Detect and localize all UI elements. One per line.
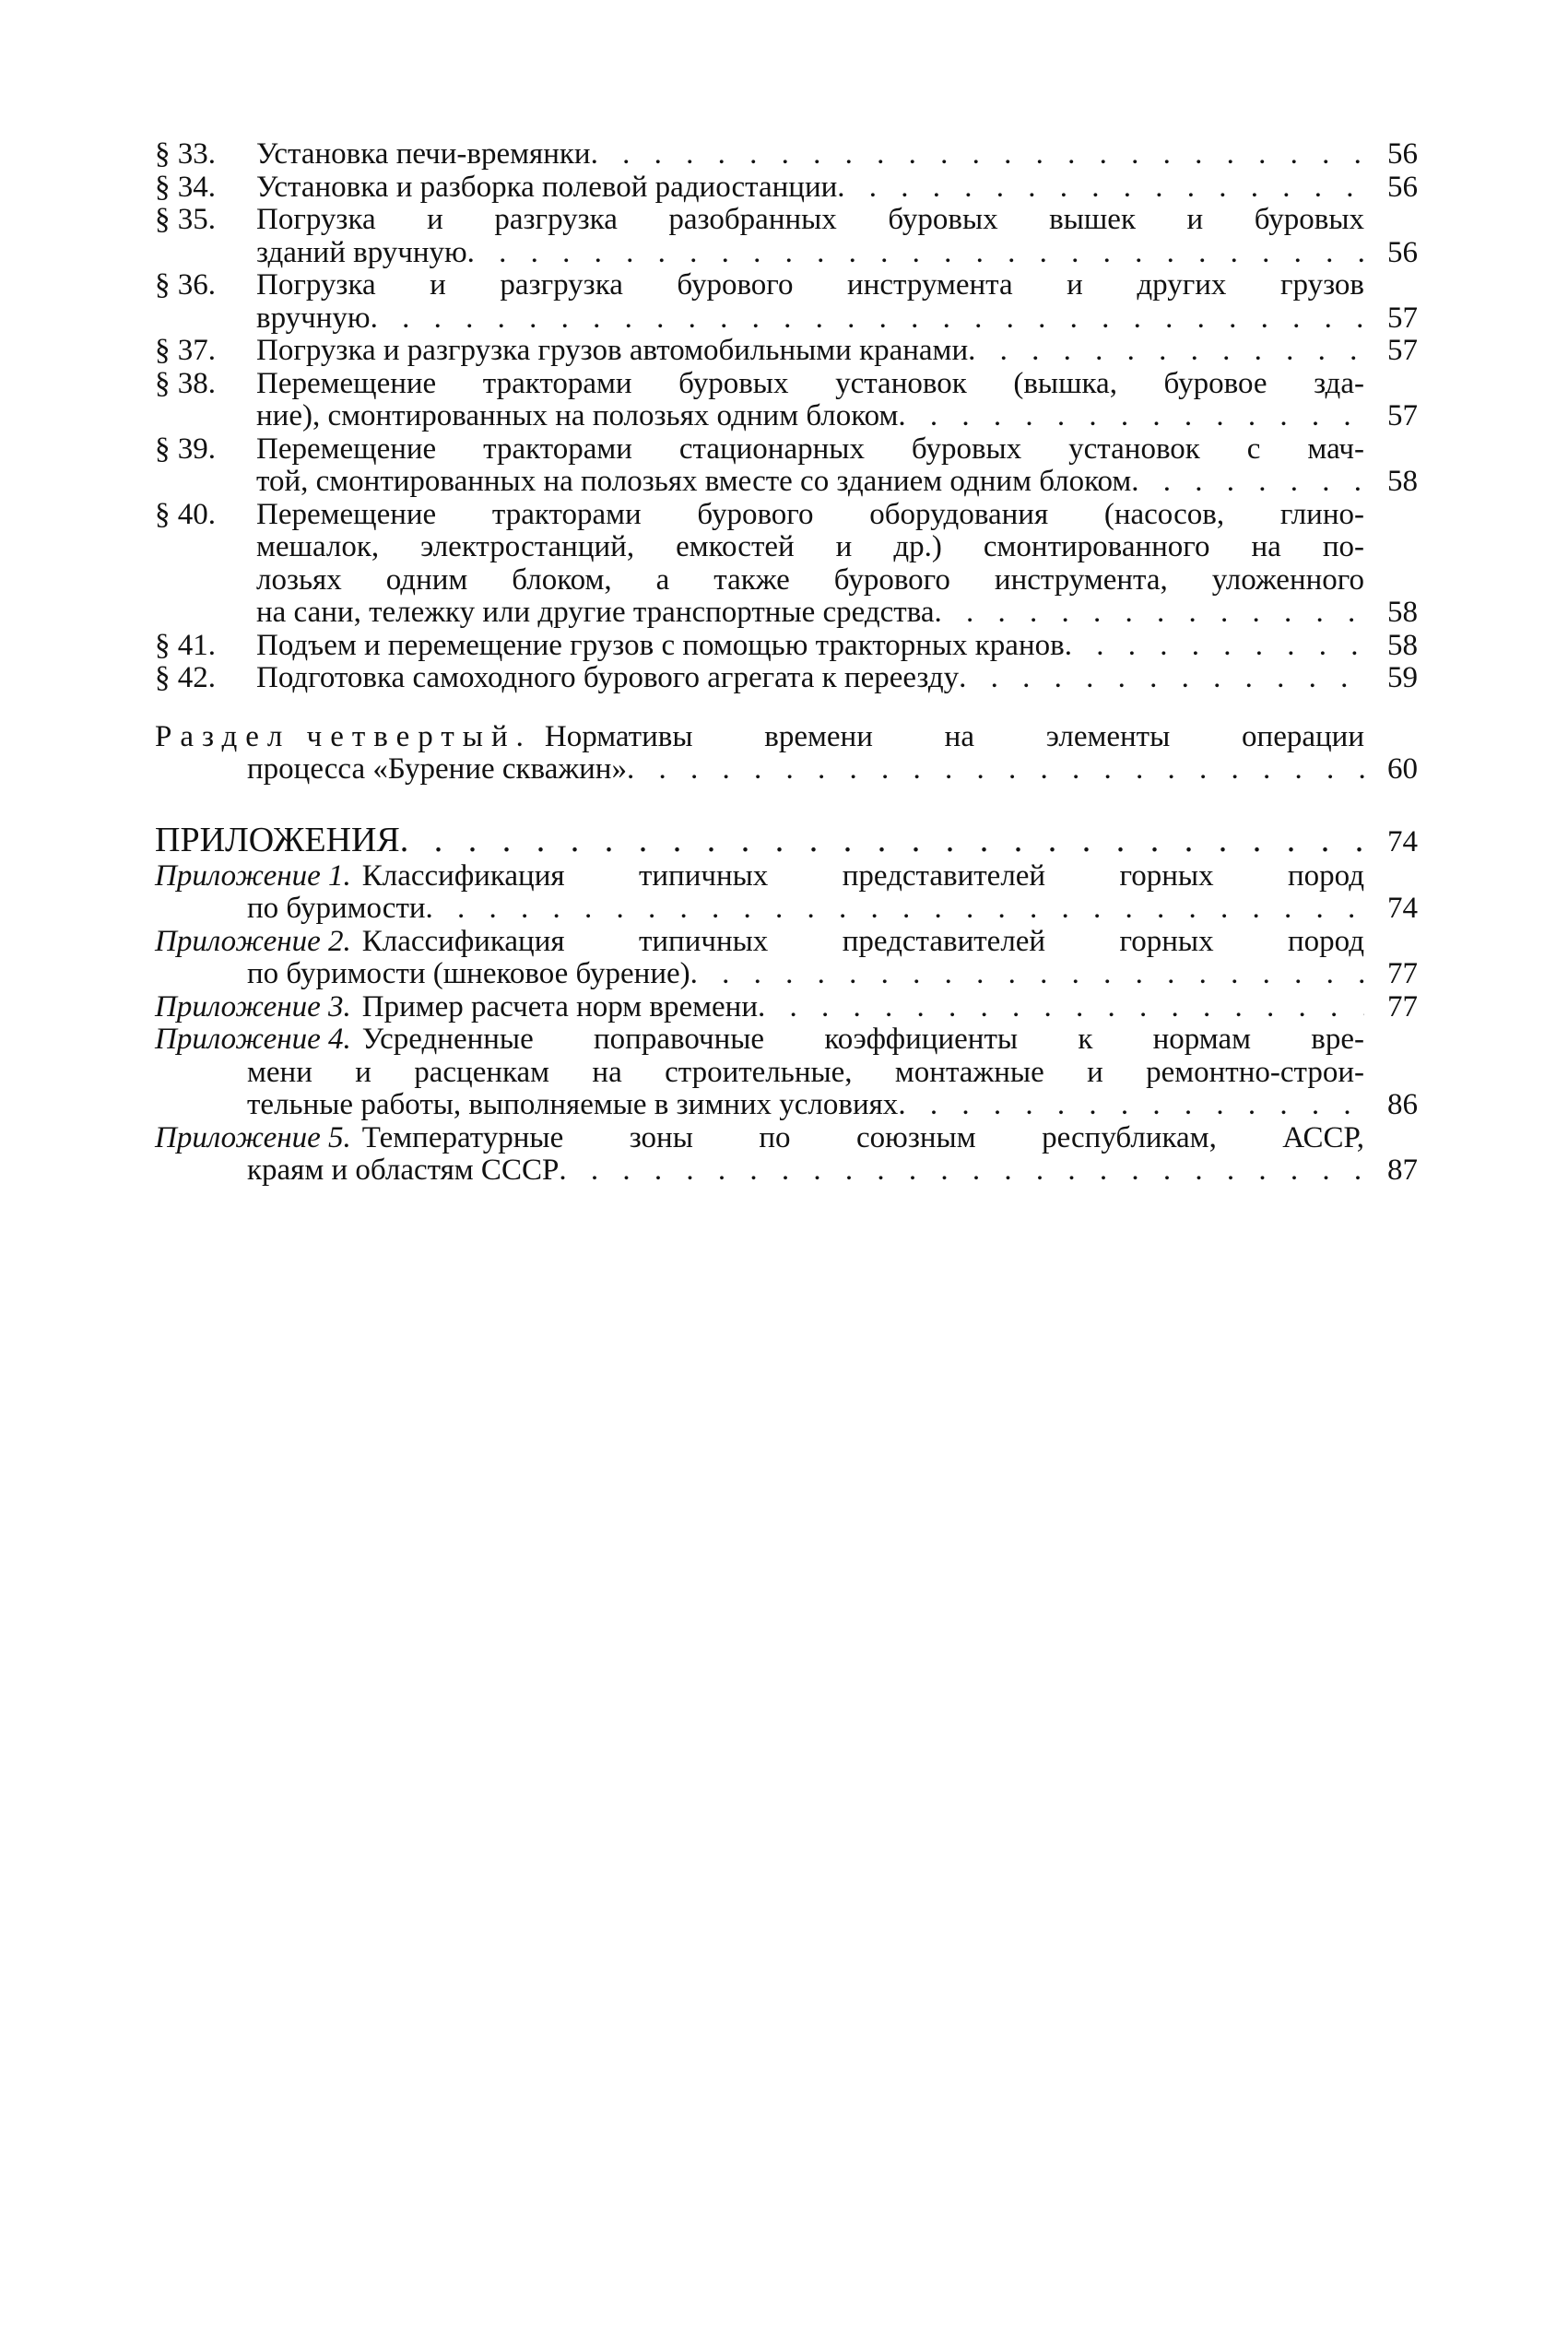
leader-dots	[400, 822, 1364, 858]
appendix-line	[155, 1057, 1418, 1090]
section-title-cont: зданий вручную	[256, 235, 467, 269]
page-number: 57	[1387, 334, 1418, 367]
section-title-cont: вручную	[256, 301, 371, 335]
razdel-entry	[155, 721, 1418, 787]
section-entries	[155, 138, 1418, 695]
appendix-line	[155, 958, 1418, 991]
razdel-spaced-title: Раздел четвертый.	[155, 719, 532, 753]
appendix-label: Приложение 2.	[155, 924, 351, 958]
leader-dots	[758, 991, 1364, 1024]
section-title: Погрузка и разгрузка грузов автомобильными кранами	[256, 334, 969, 367]
appendix-title: Классификация типичных представителей горных пород	[361, 924, 1364, 958]
toc-entry	[155, 630, 1418, 663]
table-of-contents	[155, 138, 1418, 1188]
toc-line	[155, 531, 1418, 564]
leader-dots	[898, 400, 1364, 433]
appendix-heading	[155, 822, 1418, 860]
page-number: 57	[1387, 301, 1418, 335]
section-number: § 40.	[155, 497, 216, 531]
appendix-title: по буримости (шнековое бурение)	[247, 957, 690, 990]
page-number: 77	[1387, 989, 1418, 1024]
leader-dots	[1065, 630, 1364, 663]
toc-line	[155, 204, 1418, 237]
appendix-entry	[155, 1122, 1418, 1188]
section-title: Установка печи-времянки	[256, 137, 591, 171]
page-number: 56	[1387, 170, 1418, 204]
razdel-title-cont: процесса «Бурение скважин»	[247, 752, 627, 786]
appendix-line	[155, 1154, 1418, 1188]
section-title: Перемещение тракторами бурового оборудования (насосов, глино-	[256, 497, 1364, 531]
appendix-line	[155, 1122, 1418, 1155]
appendix-title: Усредненные поправочные коэффициенты к нормам вре-	[361, 1023, 1364, 1056]
toc-entry	[155, 138, 1418, 172]
toc-line	[155, 172, 1418, 205]
appendix-heading-text: ПРИЛОЖЕНИЯ	[155, 820, 400, 859]
toc-entry	[155, 269, 1418, 335]
toc-line	[155, 237, 1418, 270]
page-number: 74	[1387, 824, 1418, 858]
section-title: Перемещение тракторами стационарных буровых установок с мач-	[256, 432, 1364, 466]
appendix-label: Приложение 1.	[155, 858, 351, 893]
leader-dots	[898, 1089, 1364, 1122]
toc-line	[155, 400, 1418, 433]
appendix-entry	[155, 926, 1418, 991]
page-number: 58	[1387, 465, 1418, 498]
section-title: Погрузка и разгрузка разобранных буровых вышек и буровых	[256, 203, 1364, 236]
page-number: 77	[1387, 957, 1418, 990]
page-number: 56	[1387, 137, 1418, 171]
section-title-cont: на сани, тележку или другие транспортные средства	[256, 596, 935, 629]
appendix-entry	[155, 991, 1418, 1024]
toc-line	[155, 466, 1418, 499]
appendix-line	[155, 926, 1418, 959]
section-title-cont: лозьях одним блоком, а также бурового инструмента, уложенного	[256, 562, 1364, 597]
toc-line	[155, 499, 1418, 532]
toc-entry	[155, 335, 1418, 368]
section-title-cont: ние), смонтированных на полозьях одним блоком	[256, 399, 899, 432]
section-number: § 41.	[155, 628, 216, 662]
section-number: § 33.	[155, 137, 216, 171]
section-title: Установка и разборка полевой радиостанции	[256, 170, 838, 204]
section-title: Перемещение тракторами буровых установок (вышка, буровое зда-	[256, 366, 1364, 400]
toc-line	[155, 138, 1418, 172]
appendix-title: Классификация типичных представителей горных пород	[361, 858, 1364, 893]
section-title: Погрузка и разгрузка бурового инструмента и других грузов	[256, 268, 1364, 302]
section-number: § 35.	[155, 203, 216, 236]
appendix-entry	[155, 860, 1418, 926]
section-number: § 36.	[155, 268, 216, 302]
leader-dots	[371, 302, 1364, 336]
leader-dots	[1131, 466, 1364, 499]
toc-entry	[155, 172, 1418, 205]
toc-line	[155, 368, 1418, 401]
leader-dots	[837, 172, 1364, 205]
toc-line	[155, 597, 1418, 630]
toc-line	[155, 335, 1418, 368]
toc-entry	[155, 499, 1418, 630]
leader-dots	[591, 138, 1364, 172]
toc-line	[155, 630, 1418, 663]
section-number: § 39.	[155, 432, 216, 466]
page-number: 74	[1387, 892, 1418, 925]
leader-dots	[559, 1154, 1364, 1188]
appendix-line	[155, 1089, 1418, 1122]
leader-dots	[690, 958, 1364, 991]
section-number: § 34.	[155, 170, 216, 204]
page-number: 58	[1387, 596, 1418, 629]
appendix-label: Приложение 5.	[155, 1120, 351, 1154]
toc-line	[155, 433, 1418, 467]
section-title-cont: той, смонтированных на полозьях вместе со зданием одним блоком	[256, 465, 1132, 498]
appendix-line	[155, 1024, 1418, 1057]
leader-dots	[467, 237, 1364, 270]
appendix-title: Температурные зоны по союзным республикам, АССР,	[361, 1120, 1364, 1154]
appendix-title: Пример расчета норм времени	[361, 989, 758, 1024]
section-title: Подъем и перемещение грузов с помощью тракторных кранов	[256, 628, 1065, 662]
appendix-title: по буримости	[247, 892, 426, 925]
section-title-cont: мешалок, электростанций, емкостей и др.) смонтированного на по-	[256, 530, 1364, 563]
leader-dots	[968, 335, 1364, 368]
appendix-line	[155, 893, 1418, 926]
section-title: Подготовка самоходного бурового агрегата к переезду	[256, 661, 960, 694]
toc-line	[155, 302, 1418, 336]
razdel-title: Нормативы времени на элементы операции	[544, 719, 1364, 753]
leader-dots	[935, 597, 1364, 630]
appendix-title: мени и расценкам на строительные, монтажные и ремонтно-строи-	[247, 1055, 1364, 1089]
appendix-line	[155, 991, 1418, 1024]
section-number: § 37.	[155, 334, 216, 367]
toc-line	[155, 662, 1418, 695]
page-number: 57	[1387, 399, 1418, 432]
toc-entry	[155, 204, 1418, 269]
page-number: 87	[1387, 1154, 1418, 1187]
appendix-label: Приложение 3.	[155, 989, 351, 1024]
page-number: 59	[1387, 661, 1418, 694]
toc-line	[155, 564, 1418, 598]
leader-dots	[627, 753, 1364, 787]
appendix-line	[155, 860, 1418, 893]
page-number: 56	[1387, 235, 1418, 269]
leader-dots	[959, 662, 1364, 695]
appendix-entry	[155, 1024, 1418, 1122]
toc-entry	[155, 368, 1418, 433]
appendix-entries	[155, 860, 1418, 1188]
appendix-title: тельные работы, выполняемые в зимних условиях	[247, 1088, 899, 1121]
page-number: 60	[1387, 752, 1418, 786]
page-number: 58	[1387, 628, 1418, 662]
section-number: § 38.	[155, 366, 216, 400]
appendix-title: краям и областям СССР	[247, 1154, 560, 1187]
leader-dots	[426, 893, 1364, 926]
section-number: § 42.	[155, 661, 216, 694]
toc-entry	[155, 433, 1418, 499]
toc-entry	[155, 662, 1418, 695]
toc-line	[155, 269, 1418, 302]
page-number: 86	[1387, 1088, 1418, 1121]
appendix-label: Приложение 4.	[155, 1023, 351, 1056]
